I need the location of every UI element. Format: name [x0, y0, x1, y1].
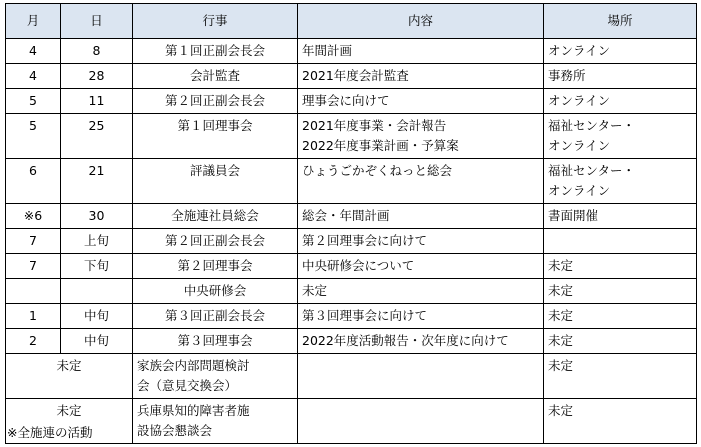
table-row [6, 304, 697, 329]
when-cell: 未定 [6, 399, 133, 444]
day-cell: 21 [61, 159, 133, 204]
day-cell: 11 [61, 89, 133, 114]
table-row [6, 254, 697, 279]
content-cell: 理事会に向けて [298, 89, 544, 114]
content-cell [298, 354, 544, 399]
place-cell: 未定 [544, 304, 697, 329]
table-row [6, 279, 697, 304]
place-cell: 未定 [544, 279, 697, 304]
content-cell: 中央研修会について [298, 254, 544, 279]
day-cell: 中旬 [61, 304, 133, 329]
month-cell: 6 [6, 159, 61, 204]
day-cell: 28 [61, 64, 133, 89]
header-event: 行事 [133, 4, 298, 39]
event-cell: 第２回理事会 [133, 254, 298, 279]
month-cell: 7 [6, 229, 61, 254]
place-cell: 書面開催 [544, 204, 697, 229]
content-cell: 2021年度会計監査 [298, 64, 544, 89]
content-cell: 2021年度事業・会計報告 2022年度事業計画・予算案 [298, 114, 544, 159]
content-cell: ひょうごかぞくねっと総会 [298, 159, 544, 204]
day-cell: 8 [61, 39, 133, 64]
header-place: 場所 [544, 4, 697, 39]
content-cell [298, 399, 544, 444]
table-row [6, 114, 697, 159]
content-cell: 第２回理事会に向けて [298, 229, 544, 254]
table-row [6, 89, 697, 114]
event-cell: 第３回理事会 [133, 329, 298, 354]
table-row [6, 399, 697, 444]
table-row [6, 329, 697, 354]
content-cell: 未定 [298, 279, 544, 304]
event-cell: 第１回正副会長会 [133, 39, 298, 64]
table-row [6, 159, 697, 204]
content-cell: 2022年度活動報告・次年度に向けて [298, 329, 544, 354]
table-row [6, 354, 697, 399]
place-cell: 未定 [544, 354, 697, 399]
event-cell: 第３回正副会長会 [133, 304, 298, 329]
month-cell: 1 [6, 304, 61, 329]
day-cell [61, 279, 133, 304]
month-cell: 5 [6, 114, 61, 159]
content-cell: 年間計画 [298, 39, 544, 64]
month-cell [6, 279, 61, 304]
month-cell: 7 [6, 254, 61, 279]
event-cell: 全施連社員総会 [133, 204, 298, 229]
table-row [6, 204, 697, 229]
table-row [6, 229, 697, 254]
month-cell: 5 [6, 89, 61, 114]
place-cell: 未定 [544, 254, 697, 279]
place-cell: 未定 [544, 399, 697, 444]
place-cell: オンライン [544, 89, 697, 114]
event-cell: 中央研修会 [133, 279, 298, 304]
footnote: ※全施連の活動 [7, 425, 93, 440]
event-cell: 兵庫県知的障害者施 設協会懇談会 [133, 399, 298, 444]
table-row [6, 64, 697, 89]
day-cell: 上旬 [61, 229, 133, 254]
day-cell: 中旬 [61, 329, 133, 354]
month-cell: 4 [6, 64, 61, 89]
schedule-table [5, 3, 697, 444]
event-cell: 会計監査 [133, 64, 298, 89]
content-cell: 第３回理事会に向けて [298, 304, 544, 329]
header-month: 月 [6, 4, 61, 39]
day-cell: 下旬 [61, 254, 133, 279]
header-day: 日 [61, 4, 133, 39]
header-content: 内容 [298, 4, 544, 39]
event-cell: 第１回理事会 [133, 114, 298, 159]
month-cell: 2 [6, 329, 61, 354]
month-cell: ※6 [6, 204, 61, 229]
event-cell: 家族会内部問題検討 会（意見交換会） [133, 354, 298, 399]
day-cell: 30 [61, 204, 133, 229]
table-row [6, 39, 697, 64]
event-cell: 評議員会 [133, 159, 298, 204]
place-cell [544, 229, 697, 254]
event-cell: 第２回正副会長会 [133, 229, 298, 254]
place-cell: オンライン [544, 39, 697, 64]
content-cell: 総会・年間計画 [298, 204, 544, 229]
place-cell: 事務所 [544, 64, 697, 89]
when-cell: 未定 [6, 354, 133, 399]
place-cell: 未定 [544, 329, 697, 354]
place-cell: 福祉センター・ オンライン [544, 114, 697, 159]
place-cell: 福祉センター・ オンライン [544, 159, 697, 204]
day-cell: 25 [61, 114, 133, 159]
event-cell: 第２回正副会長会 [133, 89, 298, 114]
month-cell: 4 [6, 39, 61, 64]
header-row [6, 4, 697, 39]
